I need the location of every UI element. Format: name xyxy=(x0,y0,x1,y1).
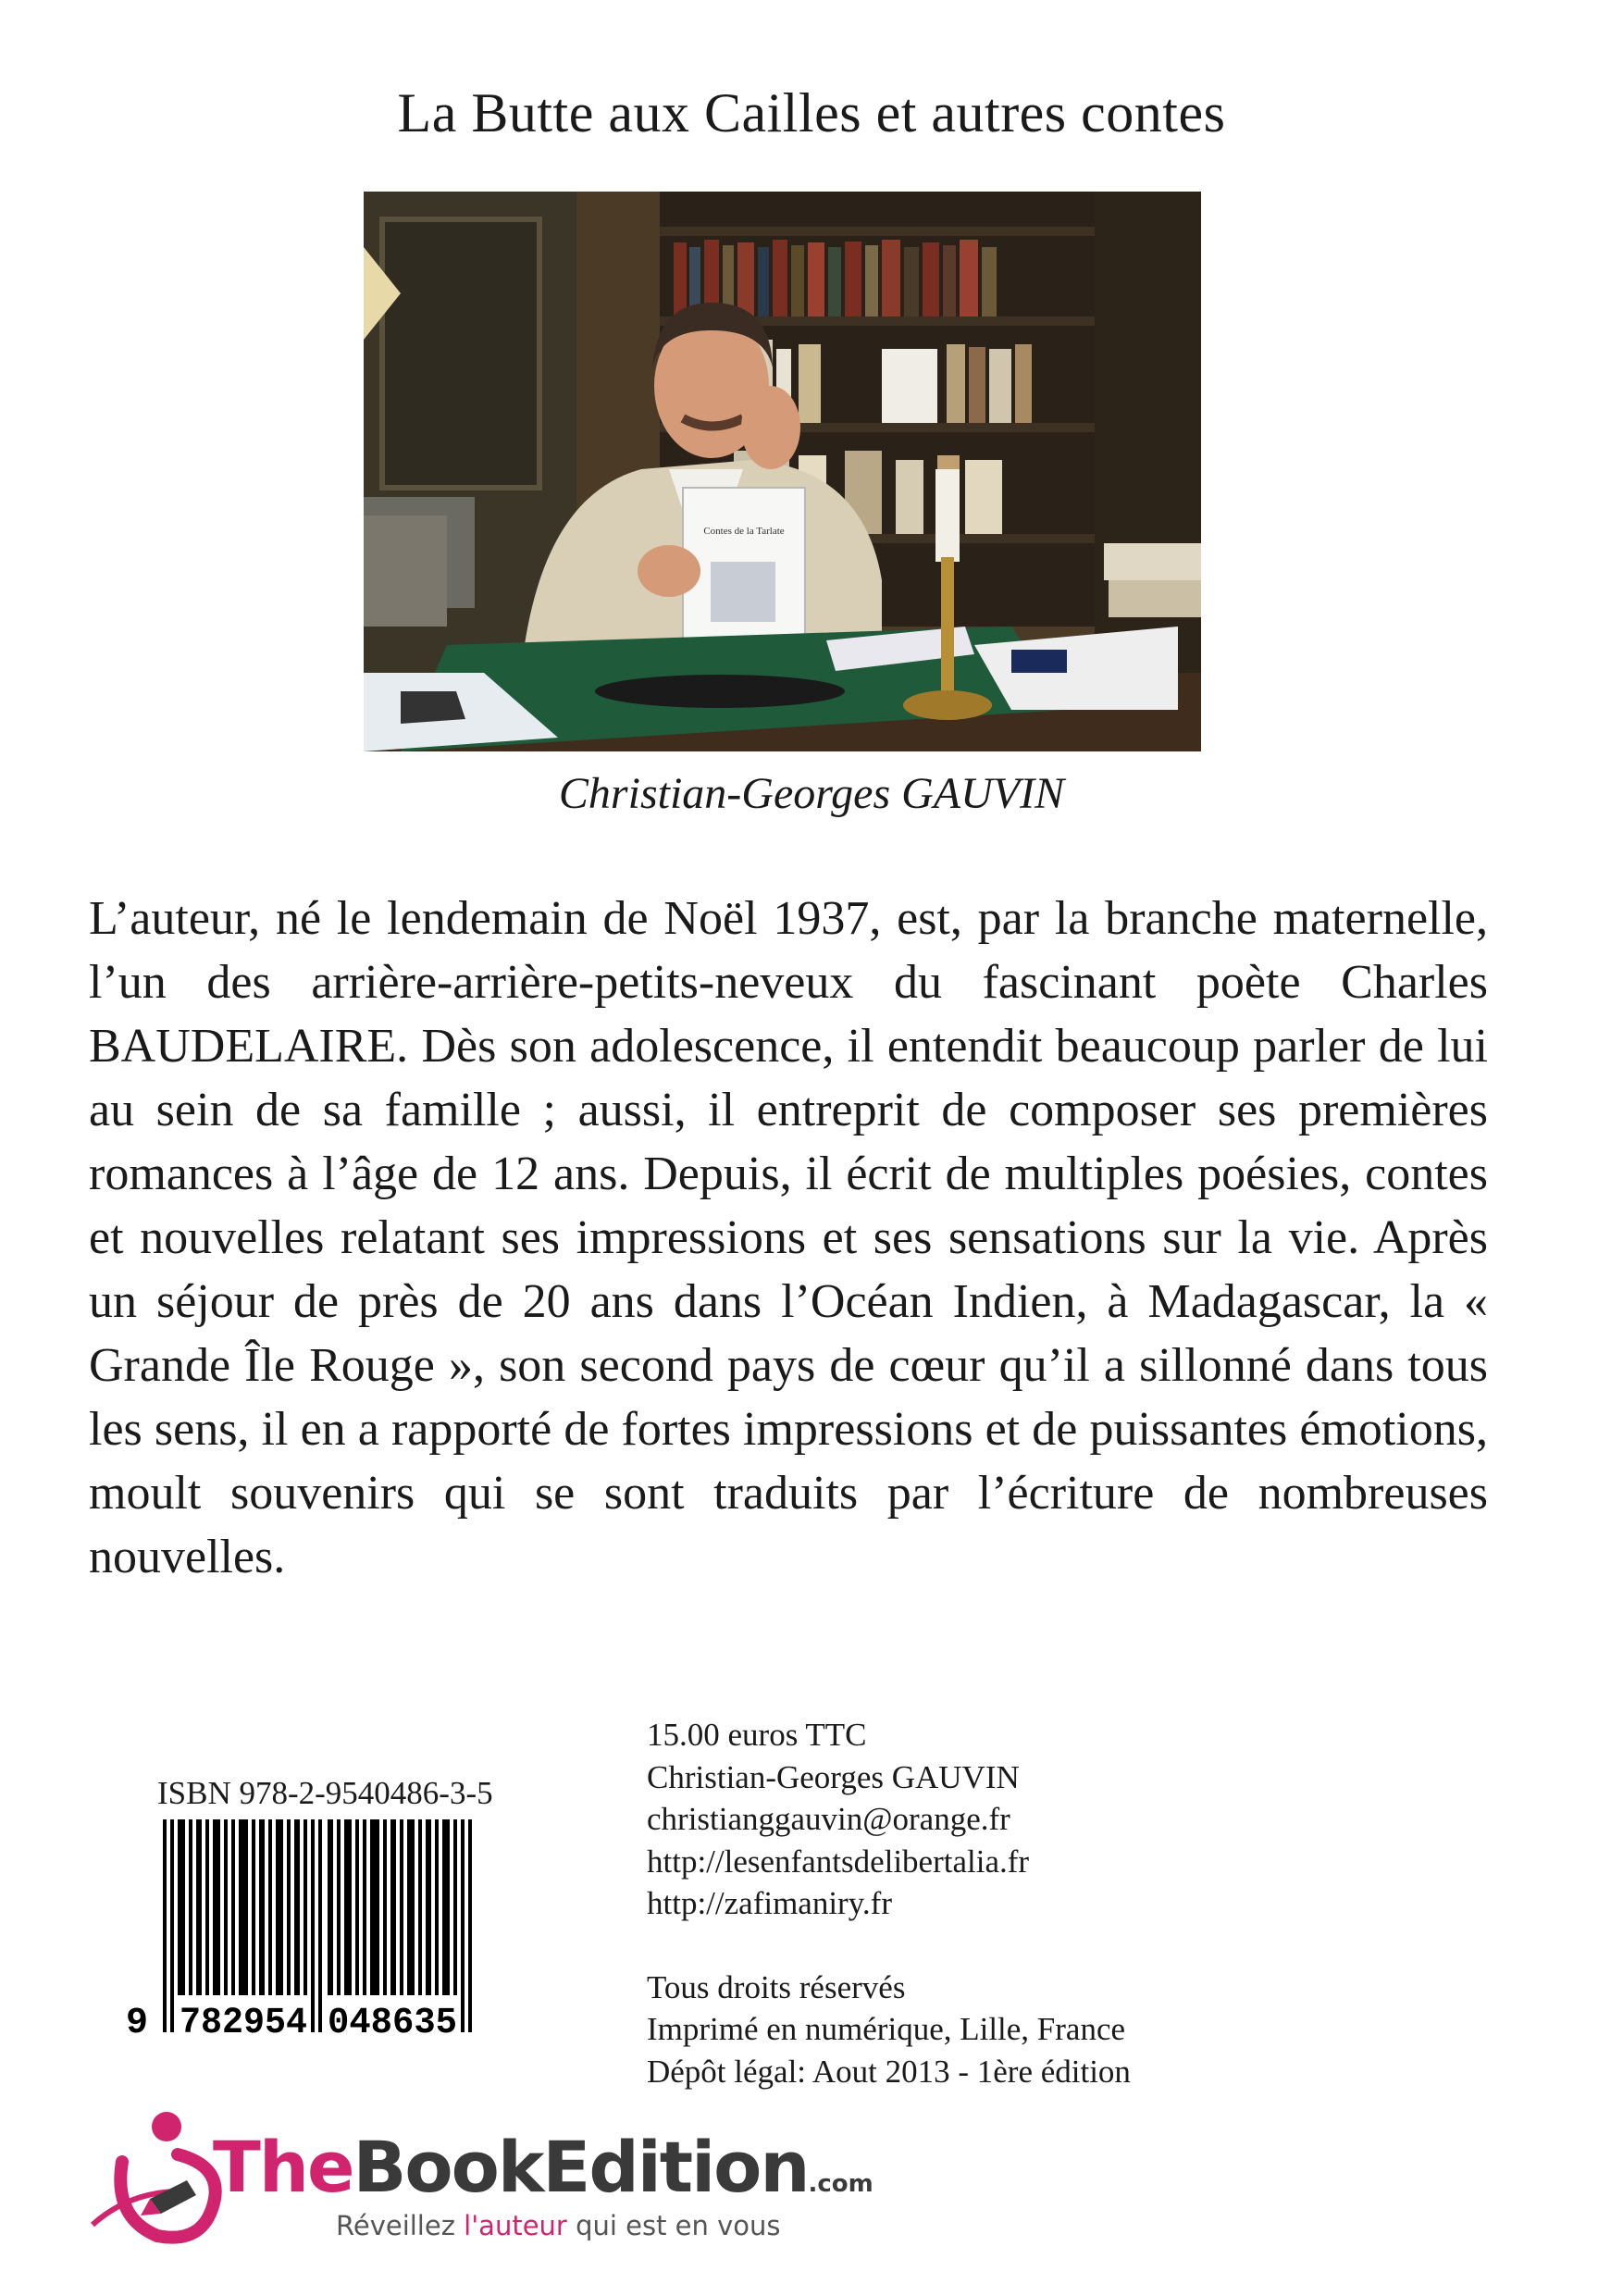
website-link-2[interactable]: http://zafimaniry.fr xyxy=(647,1885,892,1921)
brand-tagline xyxy=(336,2210,781,2241)
brand-book: Book xyxy=(353,2126,543,2208)
writer-figure-icon xyxy=(93,2112,216,2238)
book-title: La Butte aux Cailles et autres contes xyxy=(397,82,1226,143)
contact-email[interactable]: christianggauvin@orange.fr xyxy=(647,1801,1010,1837)
tagline-start: Réveillez xyxy=(336,2210,465,2241)
info-spacer xyxy=(647,1925,1131,1967)
tagline-highlight: l'auteur xyxy=(464,2210,567,2241)
barcode-digits-right: 048635 xyxy=(328,2003,457,2040)
brand-the: The xyxy=(213,2126,353,2208)
isbn-label: ISBN 978-2-9540486-3-5 xyxy=(157,1775,493,1811)
publisher-author: Christian-Georges GAUVIN xyxy=(647,1758,1020,1795)
brand-edition: Edition xyxy=(542,2126,809,2208)
rights-notice: Tous droits réservés xyxy=(647,1968,906,2005)
brand-com: .com xyxy=(808,2170,873,2198)
held-book-title: Contes de la Tarlate xyxy=(703,526,785,537)
author-caption: Christian-Georges GAUVIN xyxy=(558,769,1065,818)
legal-deposit: Dépôt légal: Aout 2013 - 1ère édition xyxy=(647,2053,1131,2090)
website-link-1[interactable]: http://lesenfantsdelibertalia.fr xyxy=(647,1843,1030,1880)
publication-info xyxy=(647,1714,1131,2092)
price: 15.00 euros TTC xyxy=(647,1717,867,1753)
author-photo-illustration xyxy=(364,192,1201,751)
isbn-barcode xyxy=(124,1818,520,2040)
tagline-end: qui est en vous xyxy=(566,2210,781,2241)
barcode-digits-left: 782954 xyxy=(180,2003,307,2040)
author-biography: L’auteur, né le lendemain de Noël 1937, est, par la branche maternelle, l’un des arrière-arrière-petits-neveux du fascinant poète Charles BAUDELAIRE. Dès son adolescence, il entendit beaucoup parler de lui au sein de sa famille ; aussi, il entreprit de composer ses premières romances à l’âge de 12 ans. Depuis, il écrit de multiples poésies, contes et nouvelles relatant ses impressions et ses sensations sur la vie. Après un séjour de près de 20 ans dans l’Océan Indien, à Madagascar, la « Grande Île Rouge », son second pays de cœur qu’il a sillonné dans tous les sens, il en a rapporté de fortes impressions et de puissantes émotions, moult souvenirs qui se sont traduits par l’écriture de nombreuses nouvelles. xyxy=(89,892,1488,1583)
barcode-digit-lead: 9 xyxy=(126,2003,149,2040)
print-notice: Imprimé en numérique, Lille, France xyxy=(647,2011,1126,2047)
author-photo xyxy=(364,192,1201,751)
brand-wordmark xyxy=(213,2126,873,2221)
